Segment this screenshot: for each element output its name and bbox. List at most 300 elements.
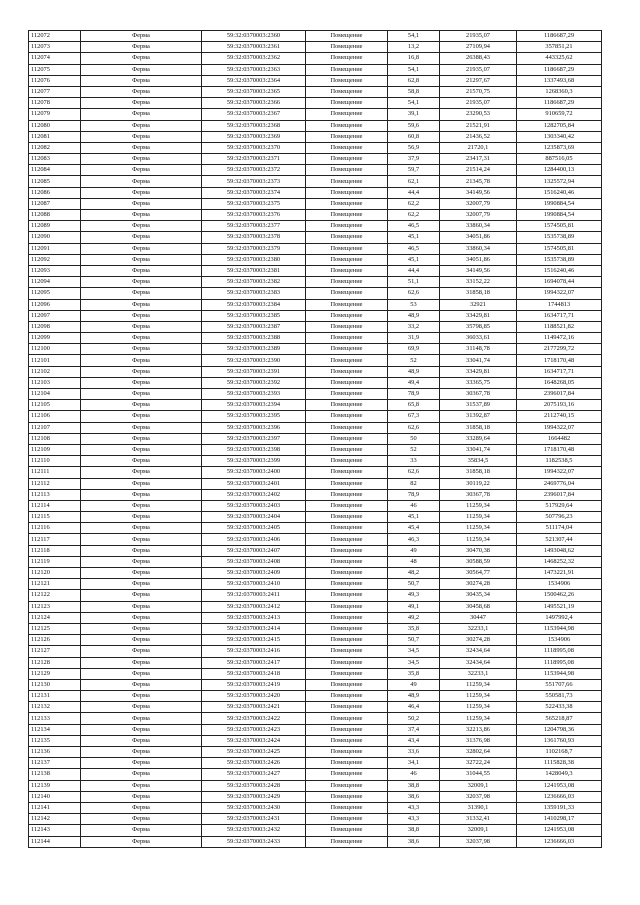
table-row [29,444,602,455]
object-type-cell: Помещение [306,310,388,321]
cadastral-number-cell: 59:32:0370003:2397 [202,433,306,444]
object-type-cell: Помещение [306,86,388,97]
unit-value-cell: 32233,1 [440,623,517,634]
cadastral-number-cell: 59:32:0370003:2382 [202,277,306,288]
unit-value-cell: 35798,85 [440,321,517,332]
area-cell: 59,7 [388,165,440,176]
object-type-cell: Помещение [306,601,388,612]
object-type-cell: Помещение [306,198,388,209]
unit-value-cell: 34149,56 [440,265,517,276]
object-name-cell: Ферма [81,377,202,388]
unit-value-cell: 11259,34 [440,702,517,713]
unit-value-cell: 30458,68 [440,601,517,612]
object-name-cell: Ферма [81,187,202,198]
object-type-cell: Помещение [306,232,388,243]
unit-value-cell: 11259,34 [440,679,517,690]
cadastral-value-cell: 1186687,29 [517,98,602,109]
unit-value-cell: 11259,34 [440,534,517,545]
object-name-cell: Ферма [81,422,202,433]
table-row [29,131,602,142]
row-number-cell: 112125 [29,623,81,634]
object-name-cell: Ферма [81,176,202,187]
object-name-cell: Ферма [81,523,202,534]
area-cell: 46 [388,769,440,780]
table-row [29,389,602,400]
area-cell: 38,6 [388,791,440,802]
area-cell: 78,9 [388,389,440,400]
row-number-cell: 112102 [29,366,81,377]
area-cell: 37,9 [388,154,440,165]
object-name-cell: Ферма [81,702,202,713]
object-name-cell: Ферма [81,31,202,42]
cadastral-number-cell: 59:32:0370003:2408 [202,556,306,567]
unit-value-cell: 30588,59 [440,556,517,567]
area-cell: 54,1 [388,31,440,42]
table-body [29,31,602,848]
cadastral-value-cell: 1241953,08 [517,780,602,791]
cadastral-number-cell: 59:32:0370003:2396 [202,422,306,433]
object-type-cell: Помещение [306,355,388,366]
object-name-cell: Ферма [81,679,202,690]
cadastral-value-cell: 1493048,62 [517,545,602,556]
unit-value-cell: 21345,78 [440,176,517,187]
cadastral-value-cell: 1634717,71 [517,366,602,377]
unit-value-cell: 31858,18 [440,467,517,478]
row-number-cell: 112073 [29,42,81,53]
cadastral-value-cell: 1574505,81 [517,221,602,232]
table-row [29,802,602,813]
area-cell: 46,3 [388,534,440,545]
object-name-cell: Ферма [81,288,202,299]
object-type-cell: Помещение [306,478,388,489]
row-number-cell: 112138 [29,769,81,780]
object-type-cell: Помещение [306,456,388,467]
table-row [29,668,602,679]
object-type-cell: Помещение [306,568,388,579]
cadastral-value-cell: 1718170,48 [517,355,602,366]
object-name-cell: Ферма [81,590,202,601]
object-type-cell: Помещение [306,254,388,265]
row-number-cell: 112098 [29,321,81,332]
object-name-cell: Ферма [81,814,202,825]
row-number-cell: 112131 [29,691,81,702]
area-cell: 50 [388,433,440,444]
area-cell: 60,8 [388,131,440,142]
cadastral-number-cell: 59:32:0370003:2366 [202,98,306,109]
cadastral-number-cell: 59:32:0370003:2424 [202,735,306,746]
cadastral-number-cell: 59:32:0370003:2405 [202,523,306,534]
cadastral-value-cell: 1473221,91 [517,568,602,579]
area-cell: 37,4 [388,724,440,735]
cadastral-number-cell: 59:32:0370003:2417 [202,657,306,668]
object-name-cell: Ферма [81,758,202,769]
object-name-cell: Ферма [81,64,202,75]
object-type-cell: Помещение [306,512,388,523]
cadastral-value-cell: 1534906 [517,635,602,646]
object-name-cell: Ферма [81,86,202,97]
cadastral-number-cell: 59:32:0370003:2381 [202,265,306,276]
table-row [29,735,602,746]
cadastral-number-cell: 59:32:0370003:2412 [202,601,306,612]
object-name-cell: Ферма [81,154,202,165]
object-type-cell: Помещение [306,221,388,232]
cadastral-value-cell: 1468252,32 [517,556,602,567]
area-cell: 82 [388,478,440,489]
cadastral-value-cell: 1188521,82 [517,321,602,332]
cadastral-number-cell: 59:32:0370003:2379 [202,243,306,254]
unit-value-cell: 32722,24 [440,758,517,769]
cadastral-value-cell: 1361760,93 [517,735,602,746]
cadastral-number-cell: 59:32:0370003:2391 [202,366,306,377]
cadastral-number-cell: 59:32:0370003:2394 [202,400,306,411]
unit-value-cell: 31376,98 [440,735,517,746]
cadastral-value-cell: 1284400,13 [517,165,602,176]
area-cell: 53 [388,299,440,310]
area-cell: 45,1 [388,232,440,243]
cadastral-number-cell: 59:32:0370003:2404 [202,512,306,523]
table-row [29,31,602,42]
unit-value-cell: 32007,79 [440,198,517,209]
object-type-cell: Помещение [306,265,388,276]
row-number-cell: 112121 [29,579,81,590]
object-name-cell: Ферма [81,478,202,489]
object-name-cell: Ферма [81,780,202,791]
object-name-cell: Ферма [81,131,202,142]
object-name-cell: Ферма [81,836,202,847]
unit-value-cell: 34149,56 [440,187,517,198]
object-type-cell: Помещение [306,724,388,735]
cadastral-value-cell: 1303340,42 [517,131,602,142]
cadastral-value-cell: 1694078,44 [517,277,602,288]
object-name-cell: Ферма [81,355,202,366]
object-name-cell: Ферма [81,254,202,265]
area-cell: 62,2 [388,198,440,209]
cadastral-number-cell: 59:32:0370003:2395 [202,411,306,422]
row-number-cell: 112123 [29,601,81,612]
area-cell: 48,9 [388,310,440,321]
area-cell: 44,4 [388,265,440,276]
table-row [29,612,602,623]
row-number-cell: 112127 [29,646,81,657]
row-number-cell: 112077 [29,86,81,97]
table-row [29,210,602,221]
area-cell: 35,8 [388,623,440,634]
row-number-cell: 112084 [29,165,81,176]
unit-value-cell: 32007,79 [440,210,517,221]
object-name-cell: Ферма [81,277,202,288]
row-number-cell: 112120 [29,568,81,579]
object-type-cell: Помещение [306,590,388,601]
table-row [29,344,602,355]
cadastral-value-cell: 1664482 [517,433,602,444]
row-number-cell: 112076 [29,75,81,86]
cadastral-number-cell: 59:32:0370003:2433 [202,836,306,847]
object-type-cell: Помещение [306,523,388,534]
table-row [29,635,602,646]
row-number-cell: 112079 [29,109,81,120]
object-name-cell: Ферма [81,42,202,53]
table-row [29,187,602,198]
unit-value-cell: 30274,28 [440,635,517,646]
cadastral-number-cell: 59:32:0370003:2430 [202,802,306,813]
object-type-cell: Помещение [306,579,388,590]
cadastral-value-cell: 1186687,29 [517,64,602,75]
object-name-cell: Ферма [81,668,202,679]
cadastral-number-cell: 59:32:0370003:2432 [202,825,306,836]
table-row [29,142,602,153]
row-number-cell: 112115 [29,512,81,523]
row-number-cell: 112134 [29,724,81,735]
area-cell: 78,9 [388,489,440,500]
unit-value-cell: 23417,31 [440,154,517,165]
cadastral-number-cell: 59:32:0370003:2388 [202,333,306,344]
object-type-cell: Помещение [306,702,388,713]
cadastral-value-cell: 1648268,05 [517,377,602,388]
table-row [29,467,602,478]
row-number-cell: 112090 [29,232,81,243]
area-cell: 58,8 [388,86,440,97]
object-name-cell: Ферма [81,433,202,444]
table-row [29,769,602,780]
cadastral-value-cell: 521307,44 [517,534,602,545]
row-number-cell: 112111 [29,467,81,478]
area-cell: 45,1 [388,512,440,523]
cadastral-number-cell: 59:32:0370003:2413 [202,612,306,623]
table-row [29,523,602,534]
object-type-cell: Помещение [306,210,388,221]
cadastral-number-cell: 59:32:0370003:2419 [202,679,306,690]
row-number-cell: 112107 [29,422,81,433]
cadastral-number-cell: 59:32:0370003:2384 [202,299,306,310]
cadastral-value-cell: 522433,38 [517,702,602,713]
cadastral-value-cell: 1535738,89 [517,254,602,265]
cadastral-value-cell: 1516240,46 [517,265,602,276]
object-type-cell: Помещение [306,277,388,288]
object-name-cell: Ферма [81,713,202,724]
object-type-cell: Помещение [306,411,388,422]
object-type-cell: Помещение [306,131,388,142]
row-number-cell: 112112 [29,478,81,489]
unit-value-cell: 21935,07 [440,98,517,109]
table-row [29,825,602,836]
unit-value-cell: 32037,98 [440,836,517,847]
row-number-cell: 112118 [29,545,81,556]
object-name-cell: Ферма [81,635,202,646]
area-cell: 49,1 [388,601,440,612]
row-number-cell: 112108 [29,433,81,444]
area-cell: 59,6 [388,120,440,131]
object-name-cell: Ферма [81,400,202,411]
object-type-cell: Помещение [306,467,388,478]
object-type-cell: Помещение [306,534,388,545]
object-name-cell: Ферма [81,221,202,232]
cadastral-value-cell: 1500462,26 [517,590,602,601]
object-name-cell: Ферма [81,735,202,746]
table-row [29,165,602,176]
unit-value-cell: 33429,81 [440,366,517,377]
object-type-cell: Помещение [306,747,388,758]
cadastral-number-cell: 59:32:0370003:2367 [202,109,306,120]
unit-value-cell: 31148,78 [440,344,517,355]
object-name-cell: Ферма [81,344,202,355]
row-number-cell: 112128 [29,657,81,668]
object-type-cell: Помещение [306,98,388,109]
table-row [29,512,602,523]
row-number-cell: 112122 [29,590,81,601]
table-row [29,310,602,321]
row-number-cell: 112142 [29,814,81,825]
cadastral-value-cell: 2469776,04 [517,478,602,489]
unit-value-cell: 33041,74 [440,444,517,455]
area-cell: 51,1 [388,277,440,288]
object-type-cell: Помещение [306,612,388,623]
row-number-cell: 112104 [29,389,81,400]
table-row [29,579,602,590]
cadastral-number-cell: 59:32:0370003:2425 [202,747,306,758]
cadastral-number-cell: 59:32:0370003:2422 [202,713,306,724]
object-name-cell: Ферма [81,366,202,377]
table-row [29,198,602,209]
cadastral-number-cell: 59:32:0370003:2406 [202,534,306,545]
object-type-cell: Помещение [306,433,388,444]
cadastral-value-cell: 887516,05 [517,154,602,165]
table-row [29,601,602,612]
unit-value-cell: 11259,34 [440,713,517,724]
cadastral-number-cell: 59:32:0370003:2368 [202,120,306,131]
area-cell: 52 [388,444,440,455]
cadastral-value-cell: 1535738,89 [517,232,602,243]
unit-value-cell: 31392,87 [440,411,517,422]
object-type-cell: Помещение [306,243,388,254]
object-type-cell: Помещение [306,635,388,646]
unit-value-cell: 31858,18 [440,288,517,299]
unit-value-cell: 21935,07 [440,64,517,75]
row-number-cell: 112106 [29,411,81,422]
object-type-cell: Помещение [306,288,388,299]
area-cell: 67,3 [388,411,440,422]
object-name-cell: Ферма [81,411,202,422]
cadastral-value-cell: 2112740,15 [517,411,602,422]
unit-value-cell: 33860,34 [440,243,517,254]
cadastral-value-cell: 1574505,81 [517,243,602,254]
unit-value-cell: 11259,34 [440,523,517,534]
row-number-cell: 112080 [29,120,81,131]
row-number-cell: 112081 [29,131,81,142]
cadastral-number-cell: 59:32:0370003:2389 [202,344,306,355]
area-cell: 38,8 [388,780,440,791]
row-number-cell: 112092 [29,254,81,265]
area-cell: 54,1 [388,98,440,109]
row-number-cell: 112109 [29,444,81,455]
row-number-cell: 112135 [29,735,81,746]
object-type-cell: Помещение [306,825,388,836]
table-row [29,433,602,444]
cadastral-value-cell: 357851,21 [517,42,602,53]
table-row [29,500,602,511]
unit-value-cell: 32009,1 [440,825,517,836]
object-type-cell: Помещение [306,366,388,377]
table-row [29,277,602,288]
cadastral-value-cell: 1495521,19 [517,601,602,612]
cadastral-number-cell: 59:32:0370003:2420 [202,691,306,702]
area-cell: 50,7 [388,579,440,590]
object-name-cell: Ферма [81,500,202,511]
cadastral-number-cell: 59:32:0370003:2361 [202,42,306,53]
table-row [29,377,602,388]
area-cell: 48,2 [388,568,440,579]
unit-value-cell: 21436,52 [440,131,517,142]
cadastral-value-cell: 1994322,07 [517,467,602,478]
area-cell: 16,8 [388,53,440,64]
row-number-cell: 112088 [29,210,81,221]
cadastral-value-cell: 551707,66 [517,679,602,690]
unit-value-cell: 32009,1 [440,780,517,791]
table-row [29,836,602,847]
object-type-cell: Помещение [306,489,388,500]
object-type-cell: Помещение [306,400,388,411]
object-type-cell: Помещение [306,187,388,198]
object-name-cell: Ферма [81,142,202,153]
table-row [29,411,602,422]
table-row [29,758,602,769]
object-type-cell: Помещение [306,735,388,746]
object-name-cell: Ферма [81,601,202,612]
cadastral-value-cell: 565218,87 [517,713,602,724]
row-number-cell: 112086 [29,187,81,198]
table-row [29,422,602,433]
cadastral-value-cell: 517929,64 [517,500,602,511]
table-row [29,456,602,467]
area-cell: 62,6 [388,288,440,299]
object-name-cell: Ферма [81,747,202,758]
cadastral-number-cell: 59:32:0370003:2402 [202,489,306,500]
area-cell: 39,1 [388,109,440,120]
unit-value-cell: 30367,78 [440,389,517,400]
area-cell: 46,4 [388,702,440,713]
object-name-cell: Ферма [81,243,202,254]
area-cell: 13,2 [388,42,440,53]
row-number-cell: 112099 [29,333,81,344]
object-type-cell: Помещение [306,42,388,53]
area-cell: 62,6 [388,422,440,433]
row-number-cell: 112089 [29,221,81,232]
object-type-cell: Помещение [306,545,388,556]
cadastral-number-cell: 59:32:0370003:2369 [202,131,306,142]
object-type-cell: Помещение [306,321,388,332]
object-type-cell: Помещение [306,836,388,847]
object-type-cell: Помещение [306,556,388,567]
object-type-cell: Помещение [306,657,388,668]
cadastral-value-cell: 2075193,16 [517,400,602,411]
table-row [29,75,602,86]
table-row [29,42,602,53]
unit-value-cell: 33429,81 [440,310,517,321]
unit-value-cell: 33152,22 [440,277,517,288]
area-cell: 45,4 [388,523,440,534]
area-cell: 35,8 [388,668,440,679]
object-type-cell: Помещение [306,814,388,825]
cadastral-number-cell: 59:32:0370003:2393 [202,389,306,400]
area-cell: 48,9 [388,691,440,702]
cadastral-value-cell: 1428049,3 [517,769,602,780]
row-number-cell: 112094 [29,277,81,288]
row-number-cell: 112078 [29,98,81,109]
table-row [29,86,602,97]
unit-value-cell: 26388,43 [440,53,517,64]
cadastral-value-cell: 1182538,5 [517,456,602,467]
unit-value-cell: 21297,67 [440,75,517,86]
table-row [29,243,602,254]
